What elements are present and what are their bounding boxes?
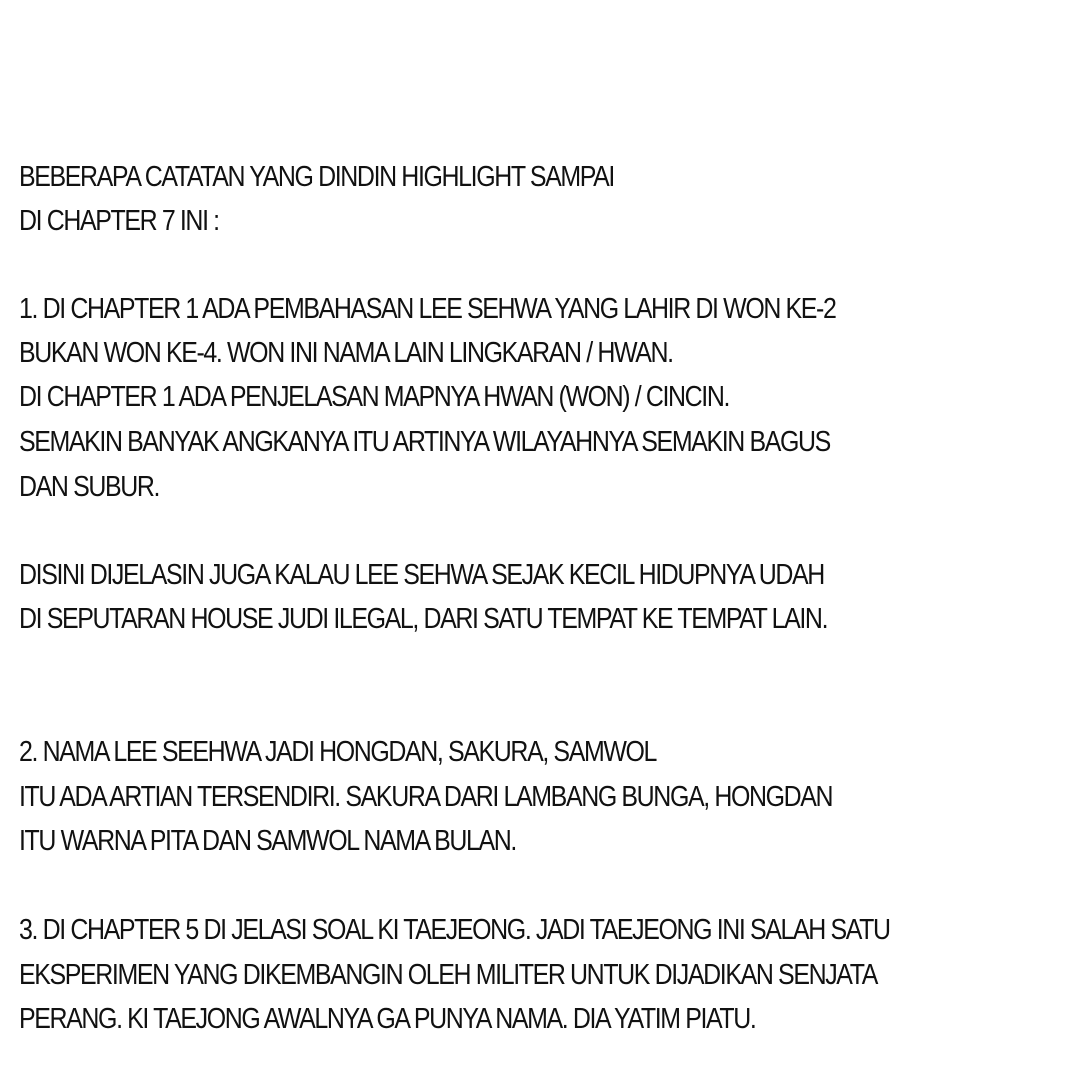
note1b-line-2: DI SEPUTARAN HOUSE JUDI ILEGAL, DARI SATU TEMPAT KE TEMPAT LAIN. — [19, 603, 828, 635]
note3-line-2: EKSPERIMEN YANG DIKEMBANGIN OLEH MILITER UNTUK DIJADIKAN SENJATA — [19, 959, 877, 991]
note2-line-1: 2. NAMA LEE SEEHWA JADI HONGDAN, SAKURA, SAMWOL — [19, 736, 657, 768]
note1-line-1: 1. DI CHAPTER 1 ADA PEMBAHASAN LEE SEHWA YANG LAHIR DI WON KE-2 — [19, 293, 836, 325]
note1-line-2: BUKAN WON KE-4. WON INI NAMA LAIN LINGKARAN / HWAN. — [19, 337, 673, 369]
intro-line-1: BEBERAPA CATATAN YANG DINDIN HIGHLIGHT SAMPAI — [19, 161, 614, 193]
note1-line-5: DAN SUBUR. — [19, 471, 160, 503]
note2-line-3: ITU WARNA PITA DAN SAMWOL NAMA BULAN. — [19, 825, 516, 857]
note1b-line-1: DISINI DIJELASIN JUGA KALAU LEE SEHWA SEJAK KECIL HIDUPNYA UDAH — [19, 559, 824, 591]
note1-line-3: DI CHAPTER 1 ADA PENJELASAN MAPNYA HWAN (WON) / CINCIN. — [19, 381, 730, 413]
note3-line-3: PERANG. KI TAEJONG AWALNYA GA PUNYA NAMA. DIA YATIM PIATU. — [19, 1003, 756, 1035]
intro-line-2: DI CHAPTER 7 INI : — [19, 205, 219, 237]
note2-line-2: ITU ADA ARTIAN TERSENDIRI. SAKURA DARI LAMBANG BUNGA, HONGDAN — [19, 781, 833, 813]
note3-line-1: 3. DI CHAPTER 5 DI JELASI SOAL KI TAEJEONG. JADI TAEJEONG INI SALAH SATU — [19, 914, 890, 946]
note1-line-4: SEMAKIN BANYAK ANGKANYA ITU ARTINYA WILAYAHNYA SEMAKIN BAGUS — [19, 426, 830, 458]
